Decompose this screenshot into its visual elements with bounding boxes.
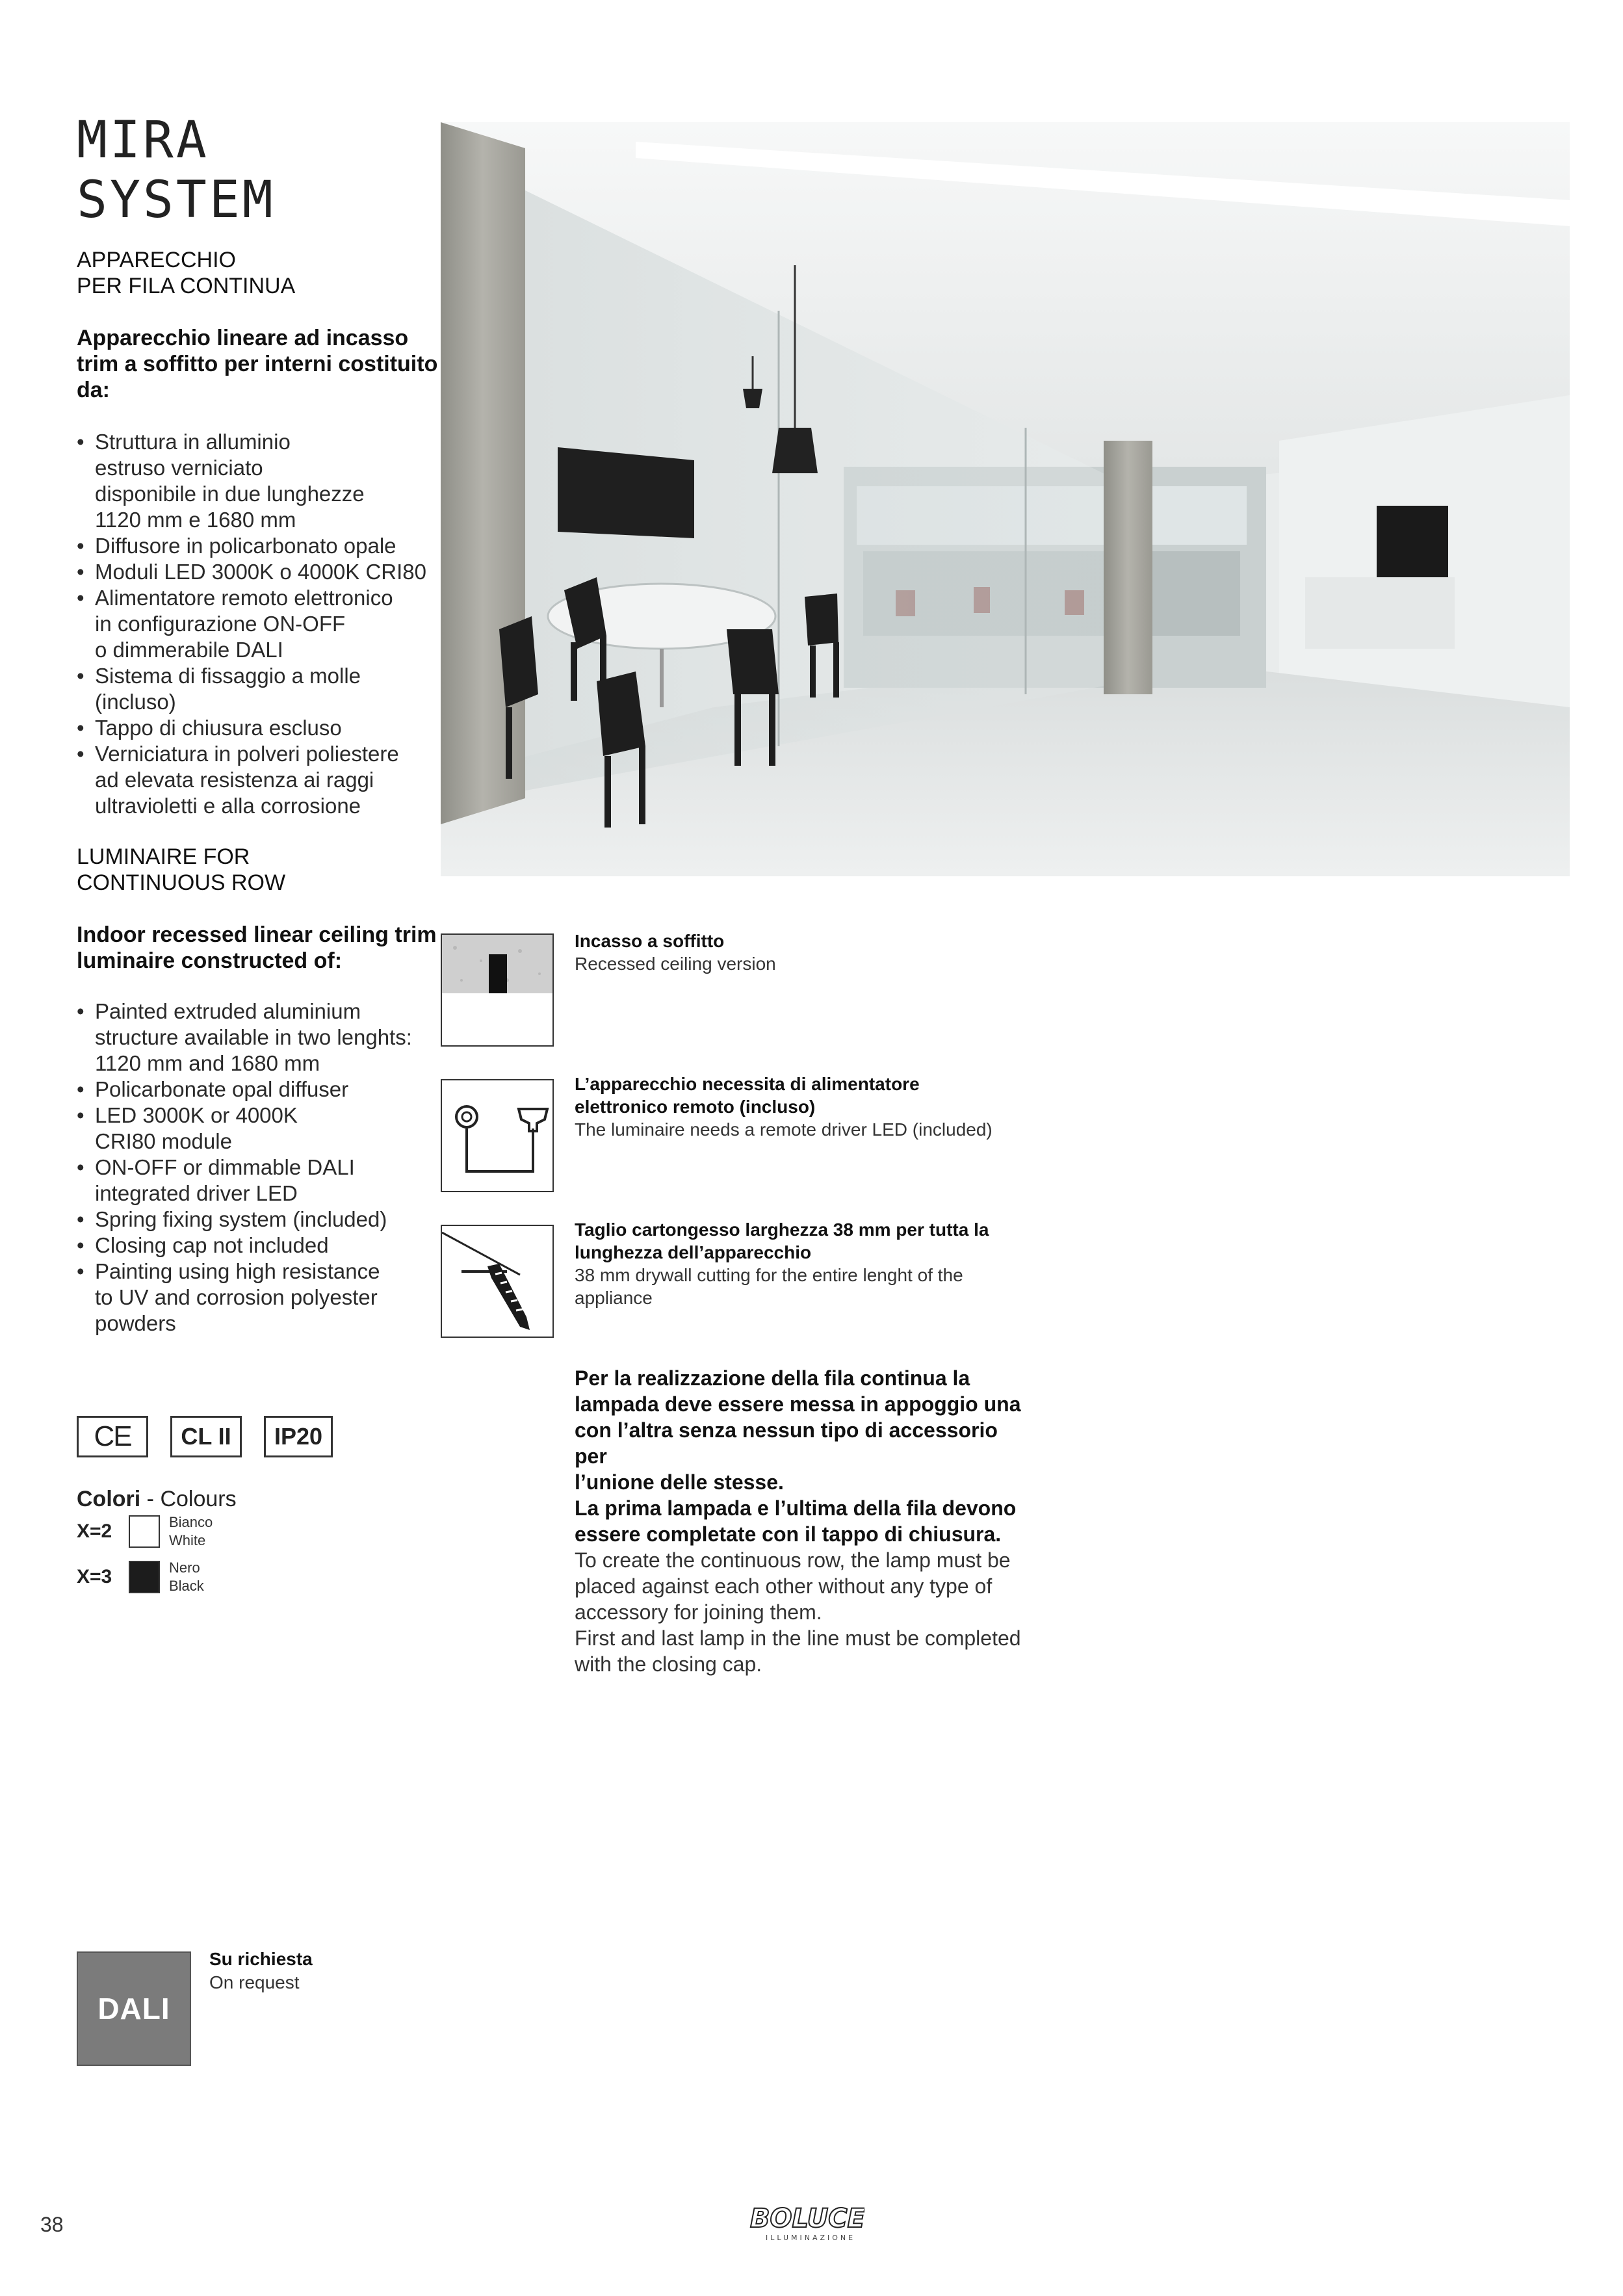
remote-driver-icon: [441, 1079, 554, 1192]
class-ii-text: CL II: [181, 1423, 231, 1450]
office-interior-illustration: [441, 122, 1570, 876]
note-line: essere completate con il tappo di chiusura.: [575, 1522, 1002, 1546]
continuous-row-note-en: [575, 1547, 1030, 1677]
note-line: La prima lampada e l’ultima della fila devono: [575, 1496, 1017, 1520]
feature-item: [77, 533, 441, 559]
remote-driver-diagram: [442, 1080, 552, 1191]
note-line: l’unione delle stesse.: [575, 1470, 784, 1494]
drywall-cut-text-en-line1: 38 mm drywall cutting for the entire lenght of the: [575, 1265, 963, 1285]
drywall-cut-icon: [441, 1225, 554, 1338]
feature-item: [77, 663, 441, 715]
remote-driver-text-it-line1: L’apparecchio necessita di alimentatore: [575, 1074, 920, 1094]
ip20-badge: [264, 1416, 333, 1457]
colour-label: [169, 1559, 204, 1595]
remote-driver-text: [575, 1073, 1043, 1141]
italian-intro-line1: Apparecchio lineare ad incasso: [77, 326, 409, 350]
italian-subheading-line1: APPARECCHIO: [77, 248, 236, 272]
page-number: 38: [40, 2213, 64, 2236]
recessed-ceiling-diagram: [442, 935, 552, 1045]
english-subheading-line2: CONTINUOUS ROW: [77, 870, 286, 895]
feature-line: • LED 3000K or 4000K: [95, 1103, 298, 1127]
boluce-logo-mark: [747, 2200, 864, 2245]
colour-option-black: [77, 1559, 204, 1595]
feature-line: 1120 mm e 1680 mm: [95, 508, 296, 532]
colour-code: X=2: [77, 1520, 112, 1542]
colour-swatch-white: [129, 1515, 160, 1548]
feature-line: in configurazione ON-OFF: [95, 612, 346, 636]
feature-item: [77, 1102, 441, 1155]
italian-intro-line2: trim a soffitto per interni costituito: [77, 352, 438, 376]
colour-label: [169, 1513, 213, 1550]
feature-line: powders: [95, 1311, 176, 1335]
colour-code: X=3: [77, 1566, 112, 1587]
feature-item: [77, 715, 441, 741]
feature-line: • Closing cap not included: [95, 1233, 329, 1257]
logo-sub-text: ILLUMINAZIONE: [766, 2234, 856, 2242]
drywall-cut-text: [575, 1218, 1043, 1309]
note-line: accessory for joining them.: [575, 1600, 822, 1624]
note-line: with the closing cap.: [575, 1652, 762, 1676]
feature-line: • Sistema di fissaggio a molle: [95, 664, 361, 688]
english-intro: [77, 922, 441, 974]
ip20-text: IP20: [274, 1423, 323, 1450]
feature-line: • Policarbonate opal diffuser: [95, 1077, 349, 1101]
recessed-ceiling-text-it: Incasso a soffitto: [575, 931, 725, 951]
dali-note-en: On request: [209, 1972, 300, 1992]
recessed-ceiling-text-en: Recessed ceiling version: [575, 954, 776, 974]
remote-driver-text-en: The luminaire needs a remote driver LED (included): [575, 1119, 993, 1140]
feature-item: [77, 741, 441, 819]
feature-line: 1120 mm and 1680 mm: [95, 1051, 320, 1075]
note-line: To create the continuous row, the lamp must be: [575, 1548, 1011, 1572]
colours-heading-separator: -: [140, 1487, 161, 1511]
product-title: [77, 111, 276, 230]
drywall-cut-text-it-line1: Taglio cartongesso larghezza 38 mm per tutta la: [575, 1220, 989, 1240]
note-line: con l’altra senza nessun tipo di accessorio per: [575, 1418, 998, 1468]
office-interior-photo: [441, 122, 1570, 876]
colour-option-white: [77, 1513, 213, 1550]
feature-item: [77, 1233, 441, 1259]
feature-line: structure available in two lenghts:: [95, 1025, 412, 1049]
feature-line: o dimmerabile DALI: [95, 638, 283, 662]
feature-item: [77, 429, 441, 533]
feature-line: • Tappo di chiusura escluso: [95, 716, 342, 740]
english-intro-line1: Indoor recessed linear ceiling trim: [77, 922, 437, 947]
drywall-cut-text-it-line2: lunghezza dell’apparecchio: [575, 1242, 812, 1262]
feature-line: (incluso): [95, 690, 176, 714]
english-subheading-line1: LUMINAIRE FOR: [77, 844, 250, 869]
feature-line: integrated driver LED: [95, 1181, 298, 1205]
feature-line: • Moduli LED 3000K o 4000K CRI80: [95, 560, 426, 584]
continuous-row-note-it: [575, 1365, 1030, 1547]
italian-intro-line3: da:: [77, 378, 110, 402]
note-line: First and last lamp in the line must be completed: [575, 1626, 1021, 1650]
colours-heading-it: Colori: [77, 1487, 141, 1511]
feature-line: • Struttura in alluminio: [95, 430, 291, 454]
ce-mark-text: CE: [94, 1420, 131, 1452]
drywall-cut-text-en-line2: appliance: [575, 1288, 653, 1308]
colour-label-it: Bianco: [169, 1514, 213, 1530]
feature-line: to UV and corrosion polyester: [95, 1285, 378, 1309]
feature-line: estruso verniciato: [95, 456, 263, 480]
logo-main-text: BOLUCE: [750, 2204, 864, 2234]
colour-label-en: Black: [169, 1578, 204, 1594]
dali-note: [209, 1948, 313, 1994]
dali-badge: [77, 1951, 191, 2066]
boluce-logo: [747, 2200, 864, 2245]
feature-line: ad elevata resistenza ai raggi: [95, 768, 374, 792]
class-ii-badge: [170, 1416, 242, 1457]
colours-heading-en: Colours: [160, 1487, 237, 1511]
continuous-row-note: [575, 1365, 1030, 1677]
colours-heading: [77, 1486, 237, 1512]
colour-label-en: White: [169, 1532, 206, 1548]
feature-item: [77, 1155, 441, 1207]
italian-feature-list: [77, 429, 441, 819]
feature-line: • Painted extruded aluminium: [95, 999, 361, 1023]
feature-item: [77, 559, 441, 585]
feature-item: [77, 1207, 441, 1233]
colour-swatch-black: [129, 1561, 160, 1593]
colour-label-it: Nero: [169, 1559, 200, 1576]
italian-subheading: [77, 247, 441, 299]
note-line: lampada deve essere messa in appoggio una: [575, 1392, 1021, 1416]
feature-item: [77, 1259, 441, 1337]
recessed-ceiling-icon: [441, 933, 554, 1047]
feature-line: CRI80 module: [95, 1129, 232, 1153]
note-line: placed against each other without any type of: [575, 1574, 993, 1598]
feature-line: • Diffusore in policarbonato opale: [95, 534, 396, 558]
product-title-line2: SYSTEM: [77, 171, 276, 229]
feature-line: disponibile in due lunghezze: [95, 482, 365, 506]
feature-line: • Painting using high resistance: [95, 1259, 380, 1283]
feature-line: • ON-OFF or dimmable DALI: [95, 1155, 355, 1179]
feature-line: ultravioletti e alla corrosione: [95, 794, 361, 818]
dali-badge-text: DALI: [97, 1992, 170, 2026]
feature-line: • Verniciatura in polveri poliestere: [95, 742, 399, 766]
english-intro-line2: luminaire constructed of:: [77, 948, 343, 973]
feature-item: [77, 585, 441, 663]
feature-item: [77, 998, 441, 1076]
feature-line: • Alimentatore remoto elettronico: [95, 586, 393, 610]
remote-driver-text-it-line2: elettronico remoto (incluso): [575, 1097, 816, 1117]
feature-item: [77, 1076, 441, 1102]
english-subheading: [77, 844, 441, 896]
note-line: Per la realizzazione della fila continua la: [575, 1366, 970, 1390]
feature-line: • Spring fixing system (included): [95, 1207, 387, 1231]
italian-intro: [77, 325, 441, 403]
italian-subheading-line2: PER FILA CONTINUA: [77, 274, 296, 298]
ce-mark-badge: [77, 1416, 148, 1457]
product-title-line1: MIRA: [77, 111, 209, 170]
english-feature-list: [77, 998, 441, 1337]
dali-note-it: Su richiesta: [209, 1949, 313, 1969]
recessed-ceiling-text: [575, 930, 1043, 975]
drywall-cut-diagram: [442, 1226, 552, 1337]
